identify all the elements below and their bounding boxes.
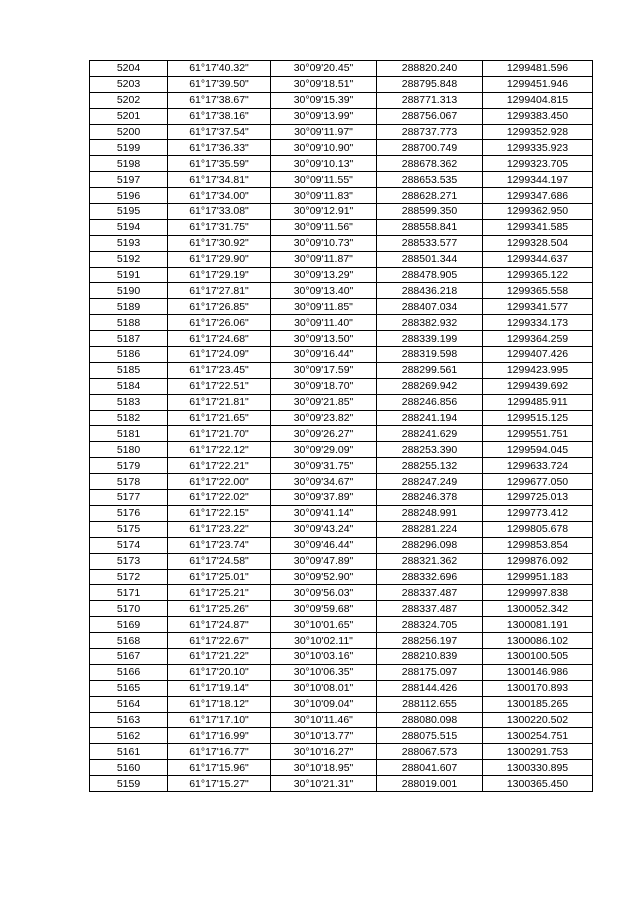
x-coordinate-cell: 288247.249 xyxy=(377,474,483,490)
table-row xyxy=(90,537,593,553)
table-row xyxy=(90,776,593,792)
longitude-cell: 30°09'47.89" xyxy=(271,553,377,569)
x-coordinate-cell: 288255.132 xyxy=(377,458,483,474)
latitude-cell: 61°17'21.22" xyxy=(168,648,271,664)
y-coordinate-cell: 1299997.838 xyxy=(483,585,593,601)
longitude-cell: 30°09'52.90" xyxy=(271,569,377,585)
y-coordinate-cell: 1300330.895 xyxy=(483,760,593,776)
y-coordinate-cell: 1299328.504 xyxy=(483,235,593,251)
latitude-cell: 61°17'26.06" xyxy=(168,315,271,331)
point-number-cell: 5177 xyxy=(90,490,168,506)
table-row xyxy=(90,172,593,188)
y-coordinate-cell: 1299341.585 xyxy=(483,219,593,235)
x-coordinate-cell: 288019.001 xyxy=(377,776,483,792)
table-row xyxy=(90,728,593,744)
point-number-cell: 5181 xyxy=(90,426,168,442)
point-number-cell: 5201 xyxy=(90,108,168,124)
y-coordinate-cell: 1299451.946 xyxy=(483,76,593,92)
latitude-cell: 61°17'18.12" xyxy=(168,696,271,712)
table-row xyxy=(90,362,593,378)
y-coordinate-cell: 1299404.815 xyxy=(483,92,593,108)
table-row xyxy=(90,648,593,664)
x-coordinate-cell: 288407.034 xyxy=(377,299,483,315)
y-coordinate-cell: 1300185.265 xyxy=(483,696,593,712)
x-coordinate-cell: 288558.841 xyxy=(377,219,483,235)
x-coordinate-cell: 288820.240 xyxy=(377,61,483,77)
point-number-cell: 5185 xyxy=(90,362,168,378)
table-row xyxy=(90,521,593,537)
y-coordinate-cell: 1299485.911 xyxy=(483,394,593,410)
x-coordinate-cell: 288795.848 xyxy=(377,76,483,92)
y-coordinate-cell: 1299344.637 xyxy=(483,251,593,267)
latitude-cell: 61°17'27.81" xyxy=(168,283,271,299)
longitude-cell: 30°10'18.95" xyxy=(271,760,377,776)
x-coordinate-cell: 288321.362 xyxy=(377,553,483,569)
latitude-cell: 61°17'38.16" xyxy=(168,108,271,124)
point-number-cell: 5179 xyxy=(90,458,168,474)
y-coordinate-cell: 1299365.558 xyxy=(483,283,593,299)
table-row xyxy=(90,410,593,426)
latitude-cell: 61°17'33.08" xyxy=(168,204,271,220)
longitude-cell: 30°09'17.59" xyxy=(271,362,377,378)
table-row xyxy=(90,744,593,760)
x-coordinate-cell: 288246.378 xyxy=(377,490,483,506)
longitude-cell: 30°09'13.29" xyxy=(271,267,377,283)
latitude-cell: 61°17'29.19" xyxy=(168,267,271,283)
table-row xyxy=(90,442,593,458)
x-coordinate-cell: 288737.773 xyxy=(377,124,483,140)
longitude-cell: 30°10'09.04" xyxy=(271,696,377,712)
y-coordinate-cell: 1299805.678 xyxy=(483,521,593,537)
y-coordinate-cell: 1299439.692 xyxy=(483,378,593,394)
table-row xyxy=(90,378,593,394)
x-coordinate-cell: 288256.197 xyxy=(377,633,483,649)
longitude-cell: 30°09'13.50" xyxy=(271,331,377,347)
x-coordinate-cell: 288436.218 xyxy=(377,283,483,299)
y-coordinate-cell: 1299383.450 xyxy=(483,108,593,124)
table-row xyxy=(90,601,593,617)
table-row xyxy=(90,92,593,108)
longitude-cell: 30°09'12.91" xyxy=(271,204,377,220)
y-coordinate-cell: 1300100.505 xyxy=(483,648,593,664)
latitude-cell: 61°17'38.67" xyxy=(168,92,271,108)
latitude-cell: 61°17'34.81" xyxy=(168,172,271,188)
y-coordinate-cell: 1299364.259 xyxy=(483,331,593,347)
coordinates-table xyxy=(89,60,593,792)
table-row xyxy=(90,347,593,363)
table-row xyxy=(90,760,593,776)
x-coordinate-cell: 288324.705 xyxy=(377,617,483,633)
latitude-cell: 61°17'30.92" xyxy=(168,235,271,251)
x-coordinate-cell: 288296.098 xyxy=(377,537,483,553)
latitude-cell: 61°17'22.12" xyxy=(168,442,271,458)
x-coordinate-cell: 288241.194 xyxy=(377,410,483,426)
y-coordinate-cell: 1300365.450 xyxy=(483,776,593,792)
y-coordinate-cell: 1300170.893 xyxy=(483,680,593,696)
table-row xyxy=(90,505,593,521)
latitude-cell: 61°17'22.21" xyxy=(168,458,271,474)
point-number-cell: 5203 xyxy=(90,76,168,92)
latitude-cell: 61°17'21.70" xyxy=(168,426,271,442)
y-coordinate-cell: 1299633.724 xyxy=(483,458,593,474)
point-number-cell: 5198 xyxy=(90,156,168,172)
point-number-cell: 5165 xyxy=(90,680,168,696)
point-number-cell: 5178 xyxy=(90,474,168,490)
longitude-cell: 30°09'16.44" xyxy=(271,347,377,363)
point-number-cell: 5204 xyxy=(90,61,168,77)
x-coordinate-cell: 288075.515 xyxy=(377,728,483,744)
point-number-cell: 5180 xyxy=(90,442,168,458)
table-row xyxy=(90,458,593,474)
table-row xyxy=(90,490,593,506)
latitude-cell: 61°17'21.81" xyxy=(168,394,271,410)
longitude-cell: 30°10'03.16" xyxy=(271,648,377,664)
point-number-cell: 5170 xyxy=(90,601,168,617)
longitude-cell: 30°09'59.68" xyxy=(271,601,377,617)
latitude-cell: 61°17'31.75" xyxy=(168,219,271,235)
latitude-cell: 61°17'40.32" xyxy=(168,61,271,77)
x-coordinate-cell: 288653.535 xyxy=(377,172,483,188)
point-number-cell: 5172 xyxy=(90,569,168,585)
point-number-cell: 5168 xyxy=(90,633,168,649)
longitude-cell: 30°10'21.31" xyxy=(271,776,377,792)
table-row xyxy=(90,331,593,347)
latitude-cell: 61°17'25.26" xyxy=(168,601,271,617)
longitude-cell: 30°09'11.97" xyxy=(271,124,377,140)
y-coordinate-cell: 1299341.577 xyxy=(483,299,593,315)
table-row xyxy=(90,712,593,728)
x-coordinate-cell: 288533.577 xyxy=(377,235,483,251)
x-coordinate-cell: 288478.905 xyxy=(377,267,483,283)
y-coordinate-cell: 1299773.412 xyxy=(483,505,593,521)
point-number-cell: 5202 xyxy=(90,92,168,108)
table-row xyxy=(90,474,593,490)
latitude-cell: 61°17'22.67" xyxy=(168,633,271,649)
x-coordinate-cell: 288175.097 xyxy=(377,664,483,680)
y-coordinate-cell: 1299551.751 xyxy=(483,426,593,442)
y-coordinate-cell: 1300081.191 xyxy=(483,617,593,633)
x-coordinate-cell: 288332.696 xyxy=(377,569,483,585)
table-row xyxy=(90,426,593,442)
point-number-cell: 5187 xyxy=(90,331,168,347)
point-number-cell: 5183 xyxy=(90,394,168,410)
longitude-cell: 30°09'11.83" xyxy=(271,188,377,204)
x-coordinate-cell: 288771.313 xyxy=(377,92,483,108)
x-coordinate-cell: 288501.344 xyxy=(377,251,483,267)
y-coordinate-cell: 1300254.751 xyxy=(483,728,593,744)
table-row xyxy=(90,569,593,585)
point-number-cell: 5159 xyxy=(90,776,168,792)
latitude-cell: 61°17'23.45" xyxy=(168,362,271,378)
y-coordinate-cell: 1299362.950 xyxy=(483,204,593,220)
y-coordinate-cell: 1299352.928 xyxy=(483,124,593,140)
x-coordinate-cell: 288041.607 xyxy=(377,760,483,776)
table-row xyxy=(90,219,593,235)
longitude-cell: 30°09'11.55" xyxy=(271,172,377,188)
longitude-cell: 30°09'11.85" xyxy=(271,299,377,315)
point-number-cell: 5188 xyxy=(90,315,168,331)
x-coordinate-cell: 288144.426 xyxy=(377,680,483,696)
longitude-cell: 30°09'18.51" xyxy=(271,76,377,92)
coordinates-table-body xyxy=(90,61,593,792)
y-coordinate-cell: 1300291.753 xyxy=(483,744,593,760)
table-row xyxy=(90,76,593,92)
y-coordinate-cell: 1299481.596 xyxy=(483,61,593,77)
longitude-cell: 30°09'37.89" xyxy=(271,490,377,506)
point-number-cell: 5197 xyxy=(90,172,168,188)
latitude-cell: 61°17'39.50" xyxy=(168,76,271,92)
point-number-cell: 5196 xyxy=(90,188,168,204)
point-number-cell: 5169 xyxy=(90,617,168,633)
y-coordinate-cell: 1299951.183 xyxy=(483,569,593,585)
latitude-cell: 61°17'22.15" xyxy=(168,505,271,521)
longitude-cell: 30°09'41.14" xyxy=(271,505,377,521)
table-row xyxy=(90,315,593,331)
latitude-cell: 61°17'19.14" xyxy=(168,680,271,696)
point-number-cell: 5200 xyxy=(90,124,168,140)
x-coordinate-cell: 288339.199 xyxy=(377,331,483,347)
table-row xyxy=(90,633,593,649)
table-row xyxy=(90,235,593,251)
point-number-cell: 5184 xyxy=(90,378,168,394)
longitude-cell: 30°10'01.65" xyxy=(271,617,377,633)
x-coordinate-cell: 288210.839 xyxy=(377,648,483,664)
longitude-cell: 30°09'29.09" xyxy=(271,442,377,458)
table-row xyxy=(90,299,593,315)
table-row xyxy=(90,156,593,172)
x-coordinate-cell: 288756.067 xyxy=(377,108,483,124)
x-coordinate-cell: 288253.390 xyxy=(377,442,483,458)
table-row xyxy=(90,204,593,220)
y-coordinate-cell: 1299344.197 xyxy=(483,172,593,188)
y-coordinate-cell: 1300086.102 xyxy=(483,633,593,649)
latitude-cell: 61°17'15.27" xyxy=(168,776,271,792)
point-number-cell: 5166 xyxy=(90,664,168,680)
table-row xyxy=(90,696,593,712)
longitude-cell: 30°10'16.27" xyxy=(271,744,377,760)
y-coordinate-cell: 1300220.502 xyxy=(483,712,593,728)
longitude-cell: 30°09'10.73" xyxy=(271,235,377,251)
point-number-cell: 5160 xyxy=(90,760,168,776)
x-coordinate-cell: 288700.749 xyxy=(377,140,483,156)
point-number-cell: 5167 xyxy=(90,648,168,664)
x-coordinate-cell: 288067.573 xyxy=(377,744,483,760)
latitude-cell: 61°17'35.59" xyxy=(168,156,271,172)
longitude-cell: 30°09'10.13" xyxy=(271,156,377,172)
x-coordinate-cell: 288628.271 xyxy=(377,188,483,204)
y-coordinate-cell: 1299677.050 xyxy=(483,474,593,490)
table-row xyxy=(90,283,593,299)
point-number-cell: 5171 xyxy=(90,585,168,601)
x-coordinate-cell: 288080.098 xyxy=(377,712,483,728)
x-coordinate-cell: 288269.942 xyxy=(377,378,483,394)
latitude-cell: 61°17'36.33" xyxy=(168,140,271,156)
longitude-cell: 30°09'15.39" xyxy=(271,92,377,108)
latitude-cell: 61°17'24.87" xyxy=(168,617,271,633)
point-number-cell: 5162 xyxy=(90,728,168,744)
table-row xyxy=(90,251,593,267)
point-number-cell: 5176 xyxy=(90,505,168,521)
latitude-cell: 61°17'29.90" xyxy=(168,251,271,267)
point-number-cell: 5186 xyxy=(90,347,168,363)
y-coordinate-cell: 1299334.173 xyxy=(483,315,593,331)
point-number-cell: 5194 xyxy=(90,219,168,235)
point-number-cell: 5175 xyxy=(90,521,168,537)
table-row xyxy=(90,108,593,124)
latitude-cell: 61°17'16.99" xyxy=(168,728,271,744)
y-coordinate-cell: 1299423.995 xyxy=(483,362,593,378)
point-number-cell: 5199 xyxy=(90,140,168,156)
latitude-cell: 61°17'17.10" xyxy=(168,712,271,728)
table-row xyxy=(90,680,593,696)
latitude-cell: 61°17'22.51" xyxy=(168,378,271,394)
latitude-cell: 61°17'26.85" xyxy=(168,299,271,315)
point-number-cell: 5191 xyxy=(90,267,168,283)
x-coordinate-cell: 288299.561 xyxy=(377,362,483,378)
x-coordinate-cell: 288241.629 xyxy=(377,426,483,442)
longitude-cell: 30°10'06.35" xyxy=(271,664,377,680)
latitude-cell: 61°17'16.77" xyxy=(168,744,271,760)
point-number-cell: 5192 xyxy=(90,251,168,267)
longitude-cell: 30°09'21.85" xyxy=(271,394,377,410)
x-coordinate-cell: 288246.856 xyxy=(377,394,483,410)
point-number-cell: 5173 xyxy=(90,553,168,569)
point-number-cell: 5182 xyxy=(90,410,168,426)
point-number-cell: 5164 xyxy=(90,696,168,712)
x-coordinate-cell: 288112.655 xyxy=(377,696,483,712)
longitude-cell: 30°09'10.90" xyxy=(271,140,377,156)
y-coordinate-cell: 1299853.854 xyxy=(483,537,593,553)
point-number-cell: 5190 xyxy=(90,283,168,299)
longitude-cell: 30°09'23.82" xyxy=(271,410,377,426)
longitude-cell: 30°09'46.44" xyxy=(271,537,377,553)
table-row xyxy=(90,124,593,140)
y-coordinate-cell: 1300052.342 xyxy=(483,601,593,617)
latitude-cell: 61°17'25.21" xyxy=(168,585,271,601)
x-coordinate-cell: 288337.487 xyxy=(377,585,483,601)
x-coordinate-cell: 288281.224 xyxy=(377,521,483,537)
latitude-cell: 61°17'24.09" xyxy=(168,347,271,363)
y-coordinate-cell: 1299876.092 xyxy=(483,553,593,569)
x-coordinate-cell: 288319.598 xyxy=(377,347,483,363)
table-row xyxy=(90,188,593,204)
longitude-cell: 30°09'11.40" xyxy=(271,315,377,331)
longitude-cell: 30°09'20.45" xyxy=(271,61,377,77)
longitude-cell: 30°09'11.56" xyxy=(271,219,377,235)
longitude-cell: 30°09'13.99" xyxy=(271,108,377,124)
longitude-cell: 30°09'34.67" xyxy=(271,474,377,490)
y-coordinate-cell: 1299335.923 xyxy=(483,140,593,156)
point-number-cell: 5195 xyxy=(90,204,168,220)
table-row xyxy=(90,664,593,680)
latitude-cell: 61°17'21.65" xyxy=(168,410,271,426)
latitude-cell: 61°17'23.22" xyxy=(168,521,271,537)
longitude-cell: 30°10'08.01" xyxy=(271,680,377,696)
latitude-cell: 61°17'37.54" xyxy=(168,124,271,140)
latitude-cell: 61°17'34.00" xyxy=(168,188,271,204)
latitude-cell: 61°17'22.00" xyxy=(168,474,271,490)
y-coordinate-cell: 1299347.686 xyxy=(483,188,593,204)
table-row xyxy=(90,585,593,601)
y-coordinate-cell: 1300146.986 xyxy=(483,664,593,680)
y-coordinate-cell: 1299407.426 xyxy=(483,347,593,363)
latitude-cell: 61°17'23.74" xyxy=(168,537,271,553)
latitude-cell: 61°17'15.96" xyxy=(168,760,271,776)
point-number-cell: 5163 xyxy=(90,712,168,728)
point-number-cell: 5189 xyxy=(90,299,168,315)
x-coordinate-cell: 288248.991 xyxy=(377,505,483,521)
point-number-cell: 5174 xyxy=(90,537,168,553)
table-row xyxy=(90,394,593,410)
table-row xyxy=(90,267,593,283)
longitude-cell: 30°10'13.77" xyxy=(271,728,377,744)
y-coordinate-cell: 1299365.122 xyxy=(483,267,593,283)
latitude-cell: 61°17'25.01" xyxy=(168,569,271,585)
y-coordinate-cell: 1299515.125 xyxy=(483,410,593,426)
x-coordinate-cell: 288337.487 xyxy=(377,601,483,617)
longitude-cell: 30°09'43.24" xyxy=(271,521,377,537)
x-coordinate-cell: 288678.362 xyxy=(377,156,483,172)
longitude-cell: 30°09'31.75" xyxy=(271,458,377,474)
longitude-cell: 30°09'26.27" xyxy=(271,426,377,442)
table-row xyxy=(90,617,593,633)
latitude-cell: 61°17'24.58" xyxy=(168,553,271,569)
longitude-cell: 30°10'11.46" xyxy=(271,712,377,728)
longitude-cell: 30°09'11.87" xyxy=(271,251,377,267)
table-row xyxy=(90,553,593,569)
table-row xyxy=(90,140,593,156)
y-coordinate-cell: 1299594.045 xyxy=(483,442,593,458)
latitude-cell: 61°17'20.10" xyxy=(168,664,271,680)
longitude-cell: 30°09'56.03" xyxy=(271,585,377,601)
y-coordinate-cell: 1299323.705 xyxy=(483,156,593,172)
longitude-cell: 30°09'13.40" xyxy=(271,283,377,299)
x-coordinate-cell: 288599.350 xyxy=(377,204,483,220)
y-coordinate-cell: 1299725.013 xyxy=(483,490,593,506)
longitude-cell: 30°09'18.70" xyxy=(271,378,377,394)
table-row xyxy=(90,61,593,77)
latitude-cell: 61°17'24.68" xyxy=(168,331,271,347)
latitude-cell: 61°17'22.02" xyxy=(168,490,271,506)
point-number-cell: 5161 xyxy=(90,744,168,760)
x-coordinate-cell: 288382.932 xyxy=(377,315,483,331)
longitude-cell: 30°10'02.11" xyxy=(271,633,377,649)
point-number-cell: 5193 xyxy=(90,235,168,251)
